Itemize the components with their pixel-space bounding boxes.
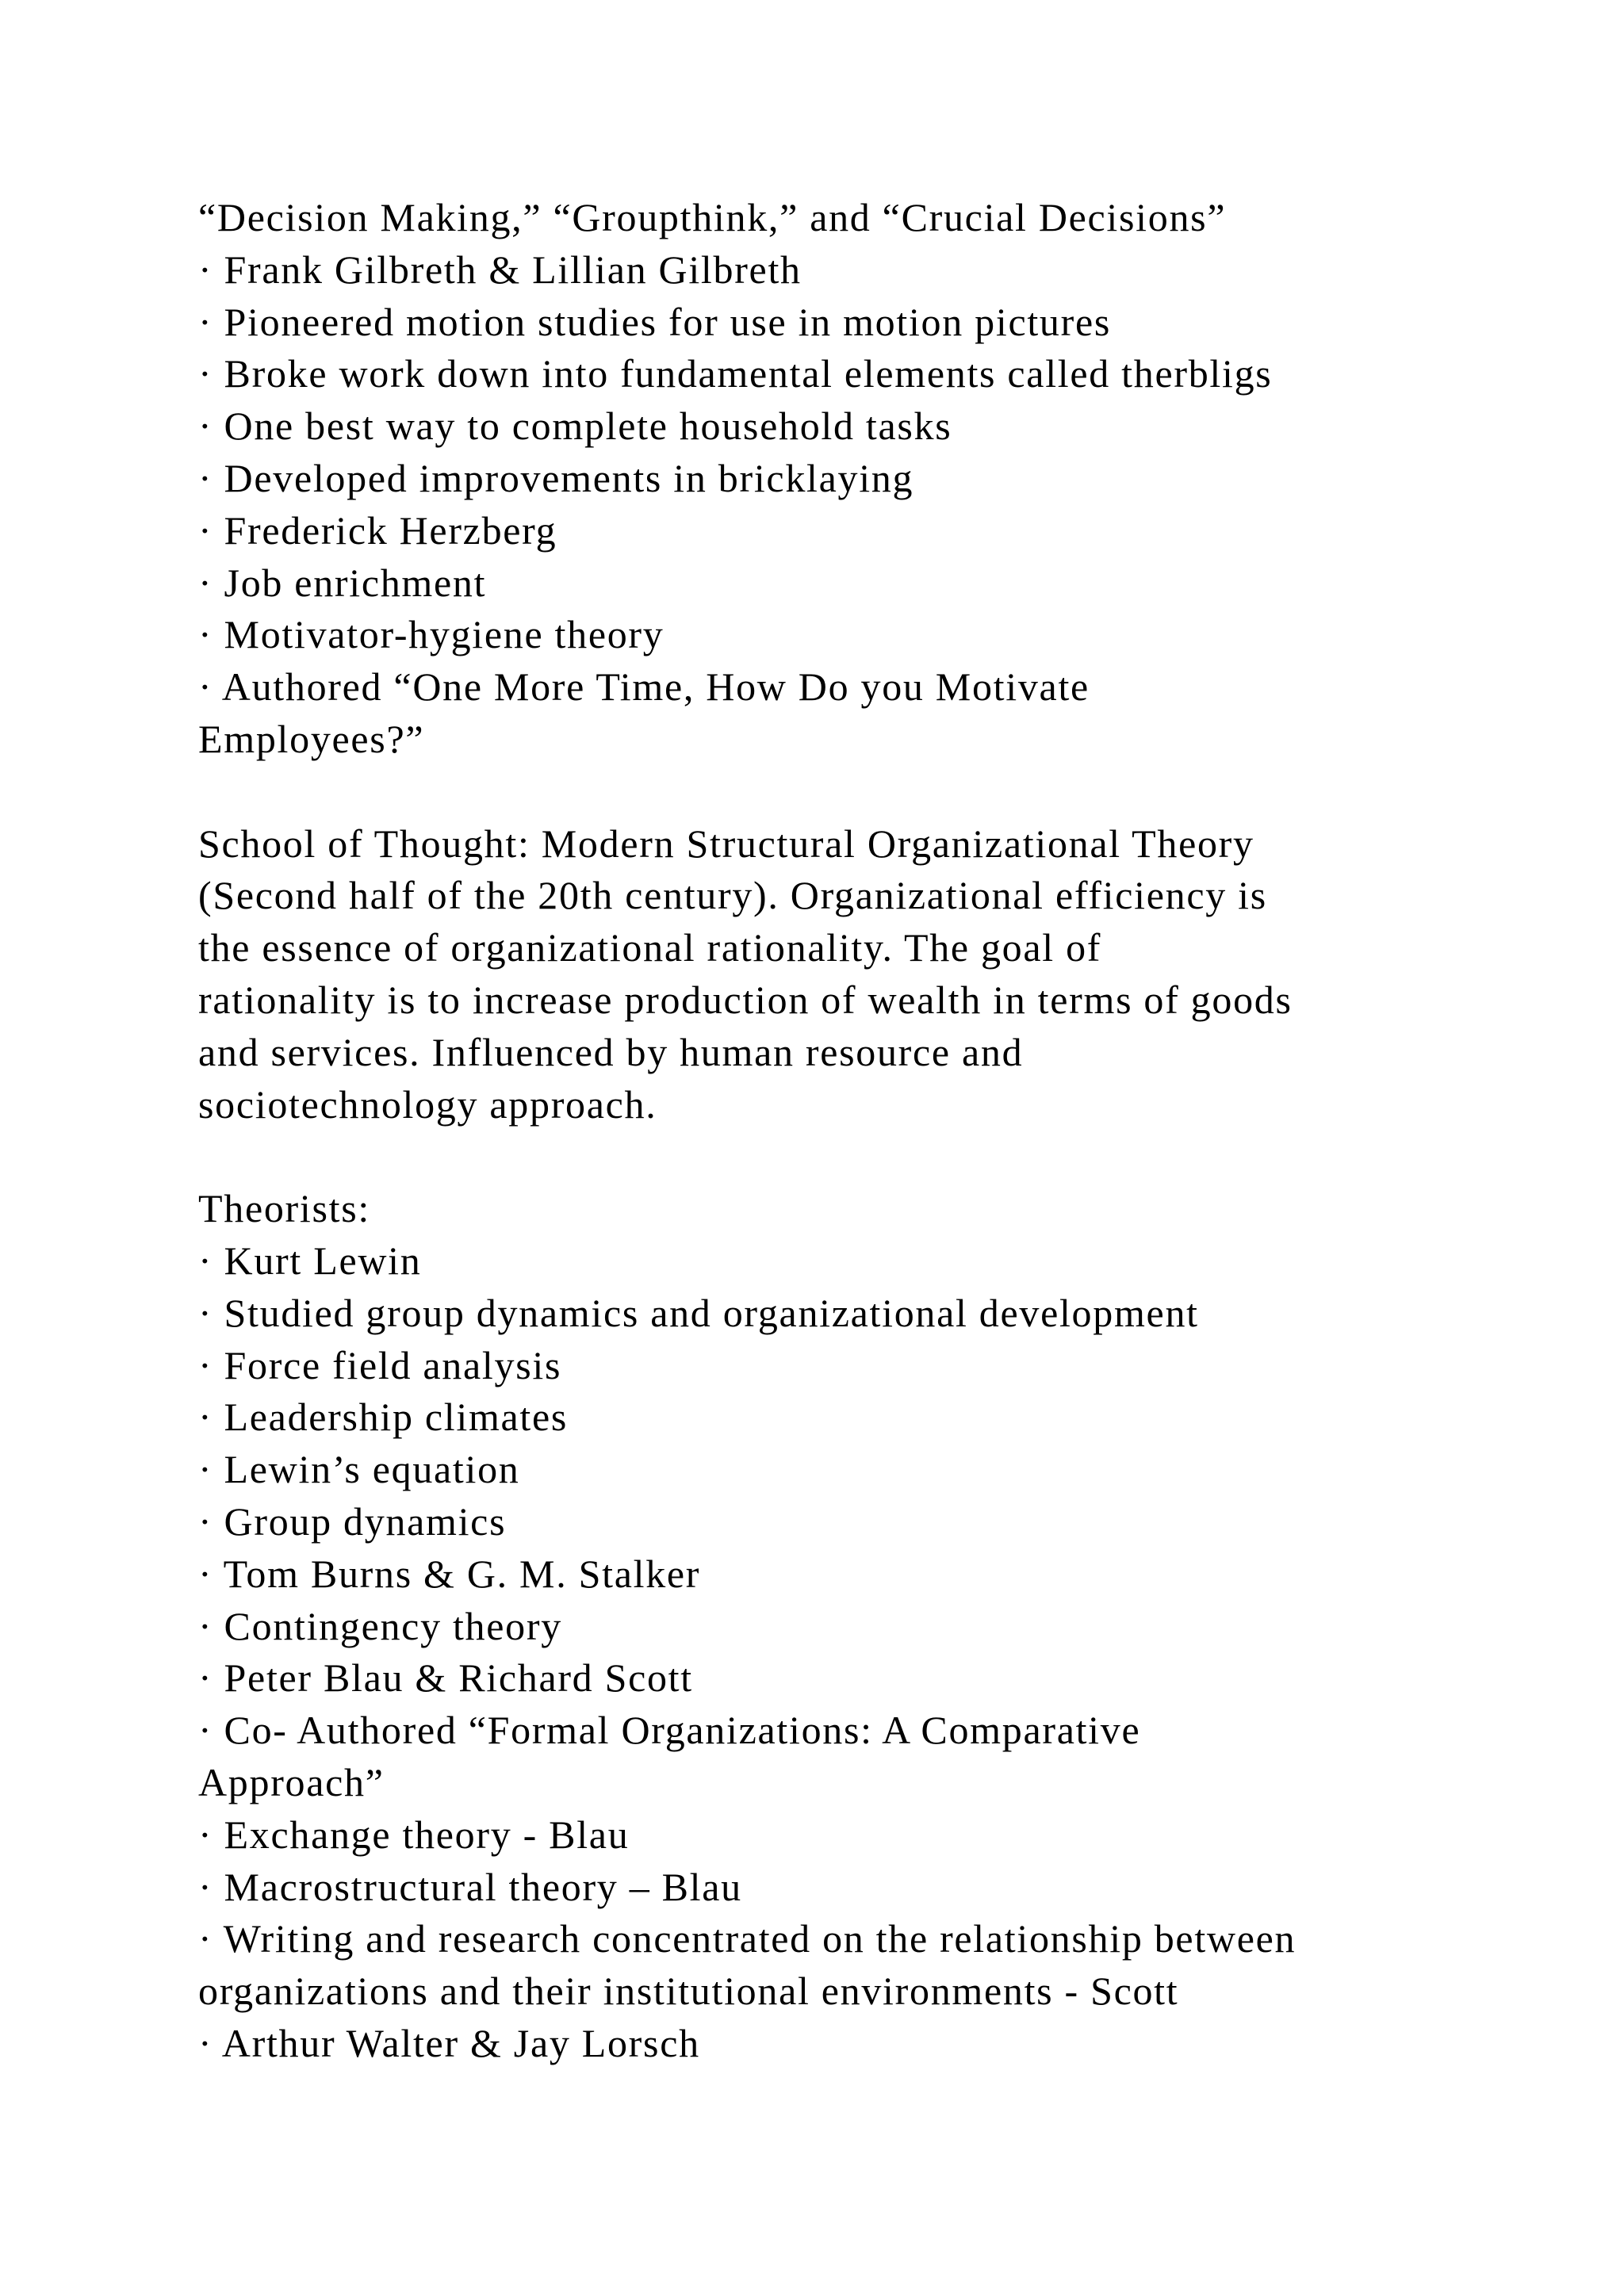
text-line: · Motivator-hygiene theory [198,612,665,657]
text-line: · Tom Burns & G. M. Stalker [198,1551,701,1596]
text-line: · Frederick Herzberg [198,507,557,553]
text-line: · Peter Blau & Richard Scott [198,1655,693,1701]
text-line: Employees?” [198,716,425,761]
text-line: and services. Influenced by human resource and [198,1029,1024,1074]
text-line: · Macrostructural theory – Blau [198,1864,742,1909]
text-line: · Leadership climates [198,1395,569,1440]
paragraph-gap [198,766,1546,818]
text-line: · Job enrichment [198,560,487,605]
text-line: · Group dynamics [198,1498,507,1544]
section-heading: Theorists: [198,1186,370,1231]
text-line: · One best way to complete household tasks [198,404,952,449]
text-line: · Developed improvements in bricklaying [198,455,914,500]
text-line: rationality is to increase production of wealth in terms of goods [198,977,1293,1022]
text-line: · Authored “One More Time, How Do you Motivate [198,664,1090,710]
text-line: · Pioneered motion studies for use in motion pictures [198,299,1112,344]
text-line: (Second half of the 20th century). Organizational efficiency is [198,873,1267,918]
text-line: · Lewin’s equation [198,1447,520,1492]
text-line: · Exchange theory - Blau [198,1812,630,1857]
paragraph-gap [198,1131,1546,1183]
text-line: · Studied group dynamics and organizational development [198,1290,1199,1335]
text-line: the essence of organizational rationality. The goal of [198,925,1102,970]
text-line: “Decision Making,” “Groupthink,” and “Crucial Decisions” [198,195,1227,239]
text-line: · Co- Authored “Formal Organizations: A Comparative [198,1708,1141,1753]
text-line: sociotechnology approach. [198,1081,657,1127]
school-of-thought-paragraph [198,818,1546,1131]
text-line: · Writing and research concentrated on the relationship between [198,1916,1297,1961]
text-line: · Kurt Lewin [198,1238,422,1283]
text-line: · Frank Gilbreth & Lillian Gilbreth [198,247,802,292]
text-line: · Broke work down into fundamental elements called therbligs [198,351,1273,396]
text-line: · Force field analysis [198,1342,562,1387]
text-line: organizations and their institutional environments - Scott [198,1969,1179,2014]
text-line: · Arthur Walter & Jay Lorsch [198,2020,700,2065]
intro-section [198,192,1546,766]
text-line: Approach” [198,1759,385,1804]
theorists-section [198,1183,1546,2070]
text-line: · Contingency theory [198,1603,562,1648]
text-line: School of Thought: Modern Structural Organizational Theory [198,821,1254,866]
document-body [198,192,1546,2070]
